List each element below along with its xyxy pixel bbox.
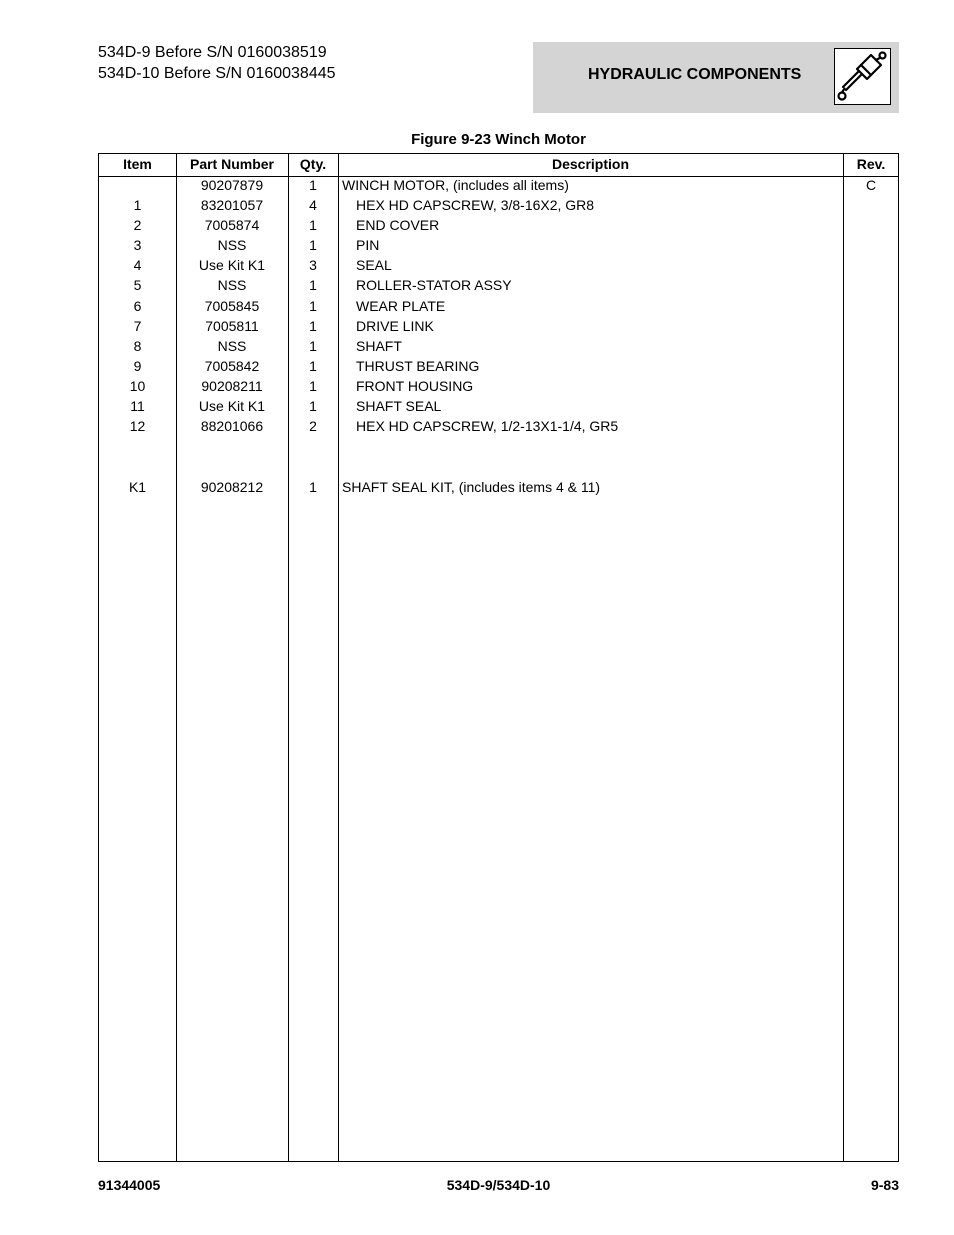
header-part-number: Part Number	[189, 156, 275, 172]
header-qty: Qty.	[299, 156, 327, 172]
item-cell: 8	[133, 338, 142, 354]
qty-cell: 1	[309, 298, 317, 314]
part-number-cell: 7005811	[205, 318, 259, 334]
part-number-cell: 7005845	[204, 298, 260, 314]
item-cell: 9	[133, 358, 142, 374]
description-cell: SHAFT SEAL	[356, 398, 442, 414]
table-row	[99, 416, 898, 436]
header-description: Description	[551, 156, 629, 172]
part-number-cell: Use Kit K1	[198, 398, 266, 414]
table-row	[99, 215, 898, 235]
part-number-cell: 90208211	[201, 378, 263, 394]
part-number-cell: Use Kit K1	[198, 257, 266, 273]
item-cell: 12	[129, 418, 146, 434]
description-cell: DRIVE LINK	[356, 318, 434, 334]
qty-cell: 1	[309, 217, 317, 233]
table-row	[99, 336, 898, 356]
qty-cell: 4	[309, 197, 317, 213]
table-row	[99, 275, 898, 295]
part-number-cell: 90208212	[200, 479, 264, 495]
description-cell: HEX HD CAPSCREW, 1/2-13X1-1/4, GR5	[356, 418, 619, 434]
footer-doc-number: 91344005	[98, 1177, 161, 1193]
part-number-cell: 83201057	[200, 197, 264, 213]
qty-cell: 1	[309, 378, 317, 394]
part-number-cell: NSS	[217, 277, 247, 293]
qty-cell: 1	[309, 237, 317, 253]
qty-cell: 1	[309, 358, 317, 374]
table-row	[99, 316, 898, 336]
part-number-cell: 88201066	[200, 418, 264, 434]
qty-cell: 1	[309, 177, 317, 193]
description-cell: END COVER	[356, 217, 440, 233]
table-row	[99, 235, 898, 255]
item-cell: 11	[130, 398, 145, 414]
item-cell: K1	[128, 479, 147, 495]
section-title: HYDRAULIC COMPONENTS	[588, 66, 802, 83]
table-row	[99, 175, 898, 195]
qty-cell: 1	[309, 479, 317, 495]
qty-cell: 1	[309, 277, 317, 293]
description-cell: WEAR PLATE	[356, 298, 446, 314]
item-cell: 10	[129, 378, 146, 394]
description-cell: HEX HD CAPSCREW, 3/8-16X2, GR8	[356, 197, 595, 213]
description-cell: ROLLER-STATOR ASSY	[356, 277, 512, 293]
footer-page-number: 9-83	[870, 1177, 899, 1193]
model-applicability	[98, 42, 336, 84]
table-row	[99, 195, 898, 215]
parts-table	[98, 153, 899, 1162]
table-row	[99, 477, 898, 497]
qty-cell: 3	[309, 257, 317, 273]
description-cell: SHAFT	[356, 338, 402, 354]
table-row	[99, 376, 898, 396]
qty-cell: 1	[309, 398, 317, 414]
footer-model: 534D-9/534D-10	[446, 1177, 551, 1193]
rev-cell: C	[865, 177, 877, 193]
part-number-cell: 7005874	[204, 217, 260, 233]
description-cell: THRUST BEARING	[356, 358, 480, 374]
item-cell: 5	[133, 277, 142, 293]
table-row	[99, 255, 898, 275]
item-cell: 2	[133, 217, 142, 233]
figure-title: Figure 9-23 Winch Motor	[411, 131, 586, 148]
hydraulic-cylinder-icon	[834, 48, 891, 105]
part-number-cell: 7005842	[204, 358, 260, 374]
qty-cell: 2	[309, 418, 317, 434]
qty-cell: 1	[309, 318, 317, 334]
description-cell: FRONT HOUSING	[356, 378, 474, 394]
item-cell: 7	[133, 318, 142, 334]
description-cell: WINCH MOTOR, (includes all items)	[342, 177, 569, 193]
part-number-cell: NSS	[217, 237, 247, 253]
header-item: Item	[123, 156, 152, 172]
model-line-534d-9: 534D-9 Before S/N 0160038519	[98, 44, 327, 61]
part-number-cell: 90207879	[200, 177, 264, 193]
item-cell: 1	[133, 197, 142, 213]
model-line-534d-10: 534D-10 Before S/N 0160038445	[98, 65, 336, 82]
item-cell: 4	[133, 257, 142, 273]
table-row	[99, 356, 898, 376]
table-row	[99, 296, 898, 316]
description-cell: SEAL	[356, 257, 392, 273]
description-cell: SHAFT SEAL KIT, (includes items 4 & 11)	[342, 479, 601, 495]
section-banner	[533, 42, 899, 113]
description-cell: PIN	[356, 237, 380, 253]
table-row	[99, 396, 898, 416]
qty-cell: 1	[309, 338, 317, 354]
item-cell: 6	[133, 298, 142, 314]
item-cell: 3	[133, 237, 142, 253]
header-rev: Rev.	[856, 156, 886, 172]
part-number-cell: NSS	[217, 338, 247, 354]
